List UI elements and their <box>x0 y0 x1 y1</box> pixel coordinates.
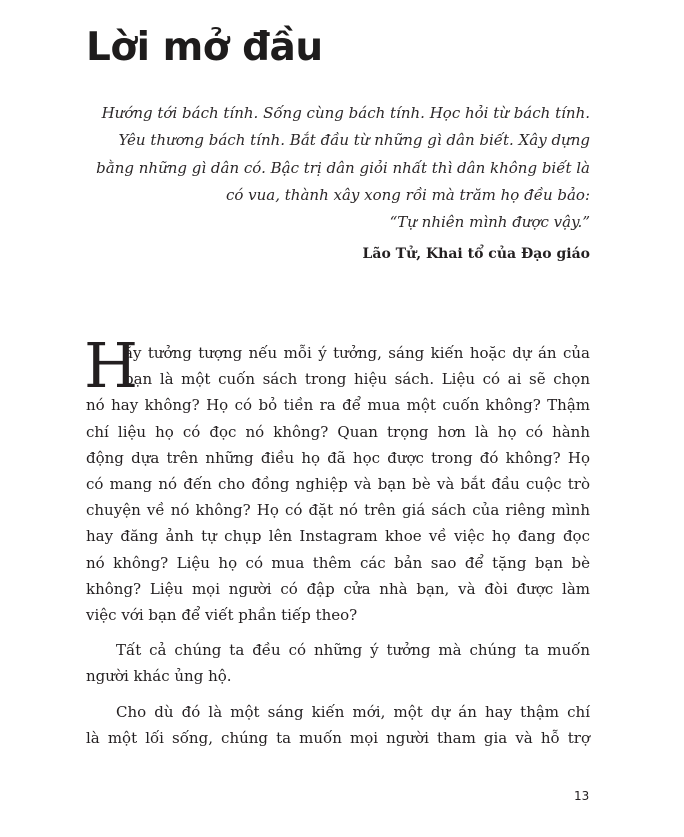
page-number: 13 <box>574 789 590 803</box>
text-line: hay đăng ảnh tự chụp lên Instagram khoe về việc họ đang đọc <box>86 527 590 546</box>
epigraph-line: “Tự nhiên mình được vậy.” <box>389 213 590 232</box>
epigraph-line: Hướng tới bách tính. Sống cùng bách tính. Học hỏi từ bách tính. <box>101 104 590 122</box>
paragraph-1 <box>84 329 590 628</box>
text-line: không? Liệu mọi người có đập cửa nhà bạn, và đòi được làm <box>86 579 590 598</box>
text-line: Cho dù đó là một sáng kiến mới, một dự án hay thậm chí <box>116 702 590 721</box>
paragraph-2 <box>86 637 590 689</box>
text-line: động dựa trên những điều họ đã học được trong đó không? Họ <box>86 448 590 467</box>
text-line: người khác ủng hộ. <box>86 667 232 686</box>
paragraph-3 <box>86 699 590 751</box>
text-line: Tất cả chúng ta đều có những ý tưởng mà chúng ta muốn <box>116 641 590 660</box>
epigraph-quote <box>90 100 590 236</box>
epigraph-line: bằng những gì dân có. Bậc trị dân giỏi nhất thì dân không biết là <box>96 158 590 177</box>
text-line: có mang nó đến cho đồng nghiệp và bạn bè và bắt đầu cuộc trò <box>86 475 590 494</box>
text-line: chuyện về nó không? Họ có đặt nó trên giá sách của riêng mình <box>86 501 590 520</box>
text-line: nó không? Liệu họ có mua thêm các bản sao để tặng bạn bè <box>86 553 590 572</box>
text-line: là một lối sống, chúng ta muốn mọi người tham gia và hỗ trợ <box>86 728 590 747</box>
epigraph-attribution: Lão Tử, Khai tổ của Đạo giáo <box>362 246 590 262</box>
epigraph-line: có vua, thành xây xong rồi mà trăm họ đều bảo: <box>225 185 590 204</box>
text-line: bạn là một cuốn sách trong hiệu sách. Liệu có ai sẽ chọn <box>124 370 590 389</box>
page-title: Lời mở đầu <box>86 25 323 70</box>
text-line: chí liệu họ có đọc nó không? Quan trọng hơn là họ có hành <box>86 422 590 441</box>
epigraph-line: Yêu thương bách tính. Bắt đầu từ những gì dân biết. Xây dựng <box>118 131 590 150</box>
body-text <box>84 329 590 751</box>
text-line: nó hay không? Họ có bỏ tiền ra để mua một cuốn không? Thậm <box>86 396 590 415</box>
text-line: ãy tưởng tượng nếu mỗi ý tưởng, sáng kiến hoặc dự án của <box>124 344 590 362</box>
drop-cap: H <box>84 329 139 402</box>
text-line: việc với bạn để viết phần tiếp theo? <box>86 606 358 625</box>
